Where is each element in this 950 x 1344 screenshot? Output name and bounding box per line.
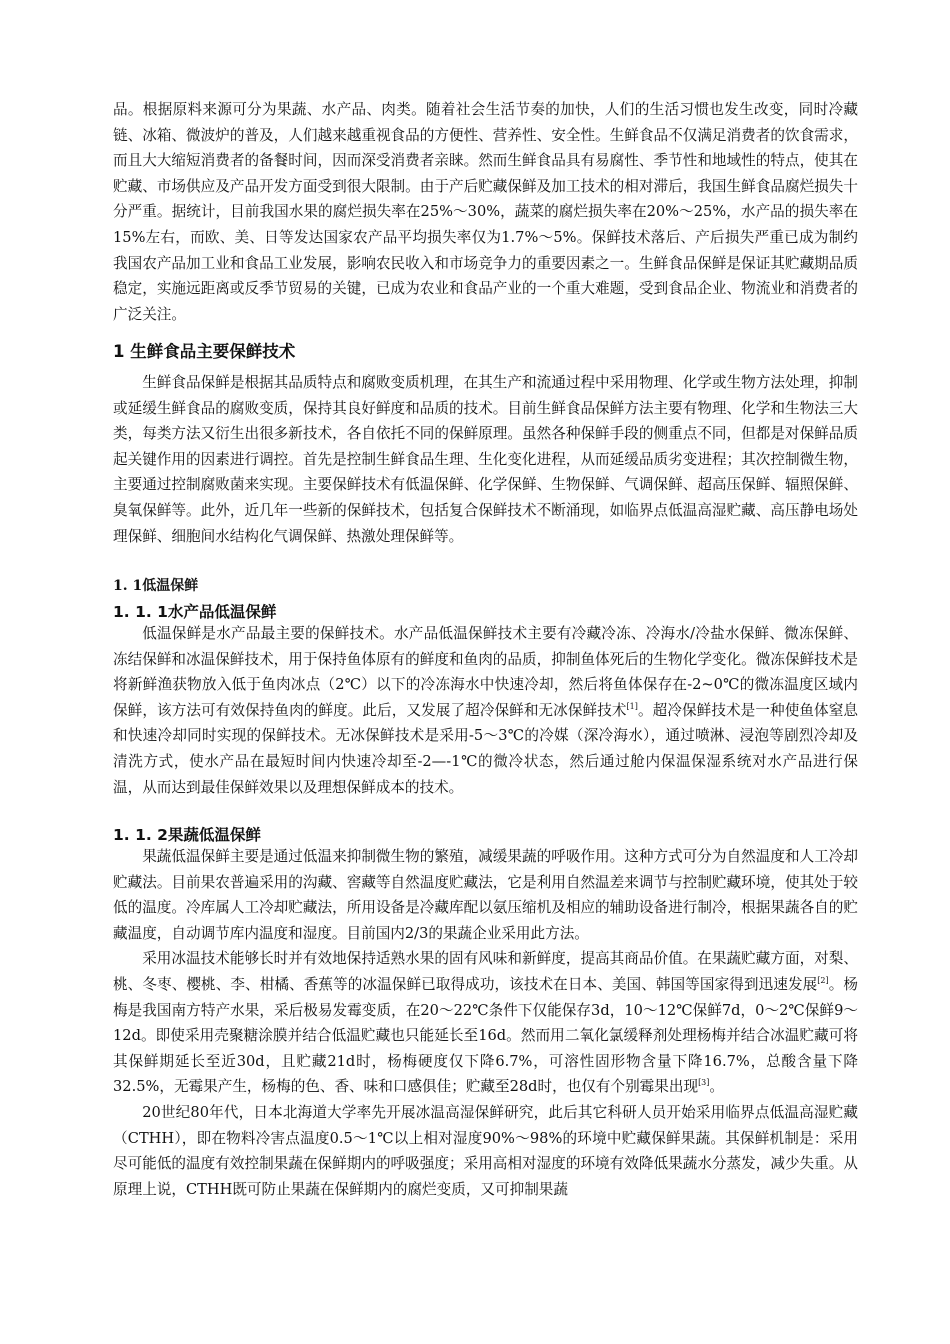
citation-ref-2: [2] bbox=[817, 976, 829, 986]
section-1-paragraph: 生鲜食品保鲜是根据其品质特点和腐败变质机理，在其生产和流通过程中采用物理、化学或生物方法处理，抑制或延缓生鲜食品的腐败变质，保持其良好鲜度和品质的技术。目前生鲜食品保鲜方法主要有物理、化学和生物法三大类，每类方法又衍生出很多新技术，各自依托不同的保鲜原理。虽然各种保鲜手段的侧重点不同，但都是对保鲜品质起关键作用的因素进行调控。首先是控制生鲜食品生理、生化变化进程，从而延缓品质劣变进程；其次控制微生物，主要通过控制腐败菌来实现。主要保鲜技术有低温保鲜、化学保鲜、生物保鲜、气调保鲜、超高压保鲜、辐照保鲜、臭氧保鲜等。此外，近几年一些新的保鲜技术，包括复合保鲜技术不断涌现，如临界点低温高湿贮藏、高压静电场处理保鲜、细胞间水结构化气调保鲜、热激处理保鲜等。 bbox=[113, 374, 858, 545]
subsection-1-1-1-paragraph bbox=[113, 621, 858, 800]
subsection-1-1-heading: 1. 1低温保鲜 bbox=[113, 578, 199, 594]
subsection-1-1-1-paragraph-block bbox=[113, 621, 858, 800]
paragraph-text: 。杨梅是我国南方特产水果，采后极易发霉变质，在20～22℃条件下仅能保存3d，10～12℃保鲜7d，0～2℃保鲜9～12d。即使采用壳聚糖涂膜并结合低温贮藏也只能延长至16d。然而用二氧化氯缓释剂处理杨梅并结合冰温贮藏可将其保鲜期延长至近30d，且贮藏21d时，杨梅硬度仅下降6.7%，可溶性固形物含量下降16.7%，总酸含量下降32.5%，无霉果产生，杨梅的色、香、味和口感俱佳；贮藏至28d时，也仅有个别霉果出现 bbox=[113, 975, 858, 1096]
paragraph-text: 。 bbox=[709, 1078, 725, 1096]
paragraph-text: 低温保鲜是水产品最主要的保鲜技术。水产品低温保鲜技术主要有冷藏冷冻、冷海水/冷盐水保鲜、微冻保鲜、冻结保鲜和冰温保鲜技术，用于保持鱼体原有的鲜度和鱼肉的品质，抑制鱼体死后的生物化学变化。微冻保鲜技术是将新鲜渔获物放入低于鱼肉冰点（2℃）以下的冷冻海水中快速冷却，然后将鱼体保存在-2~0℃的微冻温度区域内保鲜，该方法可有效保持鱼肉的鲜度。此后，又发展了超冷保鲜和无冰保鲜技术 bbox=[113, 625, 858, 719]
paragraph-text: 。超冷保鲜技术是一种使鱼体窒息和快速冷却同时实现的保鲜技术。无冰保鲜技术是采用-5～3℃的冷媒（深冷海水），通过喷淋、浸泡等剧烈冷却及清洗方式，使水产品在最短时间内快速冷却至-2—-1℃的微冷状态，然后通过舱内保温保湿系统对水产品进行保温，从而达到最佳保鲜效果以及理想保鲜成本的技术。 bbox=[113, 701, 858, 796]
citation-ref-1: [1] bbox=[626, 701, 638, 711]
section-1-paragraph-block bbox=[113, 370, 858, 549]
citation-ref-3: [3] bbox=[698, 1078, 710, 1088]
subsection-1-1-2-paragraph-3: 20世纪80年代，日本北海道大学率先开展冰温高湿保鲜研究，此后其它科研人员开始采用临界点低温高湿贮藏（CTHH），即在物料冷害点温度0.5～1℃以上相对湿度90%～98%的环境中贮藏保鲜果蔬。其保鲜机制是：采用尽可能低的温度有效控制果蔬在保鲜期内的呼吸强度；采用高相对湿度的环境有效降低果蔬水分蒸发，减少失重。从原理上说，CTHH既可防止果蔬在保鲜期内的腐烂变质，又可抑制果蔬 bbox=[113, 1103, 858, 1198]
subsection-1-1-2-paragraph-2 bbox=[113, 946, 858, 1100]
subsection-1-1-2-paragraph-block bbox=[113, 844, 858, 1202]
subsection-1-1-2-heading: 1. 1. 2果蔬低温保鲜 bbox=[113, 826, 261, 844]
subsection-1-1-2-paragraph-1: 果蔬低温保鲜主要是通过低温来抑制微生物的繁殖，减缓果蔬的呼吸作用。这种方式可分为自然温度和人工冷却贮藏法。目前果农普遍采用的沟藏、窖藏等自然温度贮藏法，它是利用自然温差来调节与控制贮藏环境，使其处于较低的温度。冷库属人工冷却贮藏法，所用设备是冷藏库配以氨压缩机及相应的辅助设备进行制冷，根据果蔬各自的贮藏温度，自动调节库内温度和湿度。目前国内2/3的果蔬企业采用此方法。 bbox=[113, 848, 858, 942]
intro-paragraph: 品。根据原料来源可分为果蔬、水产品、肉类。随着社会生活节奏的加快，人们的生活习惯也发生改变，同时冷藏链、冰箱、微波炉的普及，人们越来越重视食品的方便性、营养性、安全性。生鲜食品不仅满足消费者的饮食需求，而且大大缩短消费者的备餐时间，因而深受消费者亲睐。然而生鲜食品具有易腐性、季节性和地域性的特点，使其在贮藏、市场供应及产品开发方面受到很大限制。由于产后贮藏保鲜及加工技术的相对滞后，我国生鲜食品腐烂损失十分严重。据统计，目前我国水果的腐烂损失率在25%～30%，蔬菜的腐烂损失率在20%～25%，水产品的损失率在15%左右，而欧、美、日等发达国家农产品平均损失率仅为1.7%～5%。保鲜技术落后、产后损失严重已成为制约我国农产品加工业和食品工业发展，影响农民收入和市场竞争力的重要因素之一。生鲜食品保鲜是保证其贮藏期品质稳定，实施远距离或反季节贸易的关键，已成为农业和食品产业的一个重大难题，受到食品企业、物流业和消费者的广泛关注。 bbox=[113, 101, 858, 323]
subsection-1-1-1-heading: 1. 1. 1水产品低温保鲜 bbox=[113, 603, 277, 621]
section-1-heading: 1 生鲜食品主要保鲜技术 bbox=[113, 342, 296, 361]
intro-paragraph-block bbox=[113, 97, 858, 327]
paragraph-text: 采用冰温技术能够长时并有效地保持适熟水果的固有风味和新鲜度，提高其商品价值。在果蔬贮藏方面，对梨、桃、冬枣、樱桃、李、柑橘、香蕉等的冰温保鲜已取得成功，该技术在日本、美国、韩国等国家得到迅速发展 bbox=[113, 950, 858, 993]
